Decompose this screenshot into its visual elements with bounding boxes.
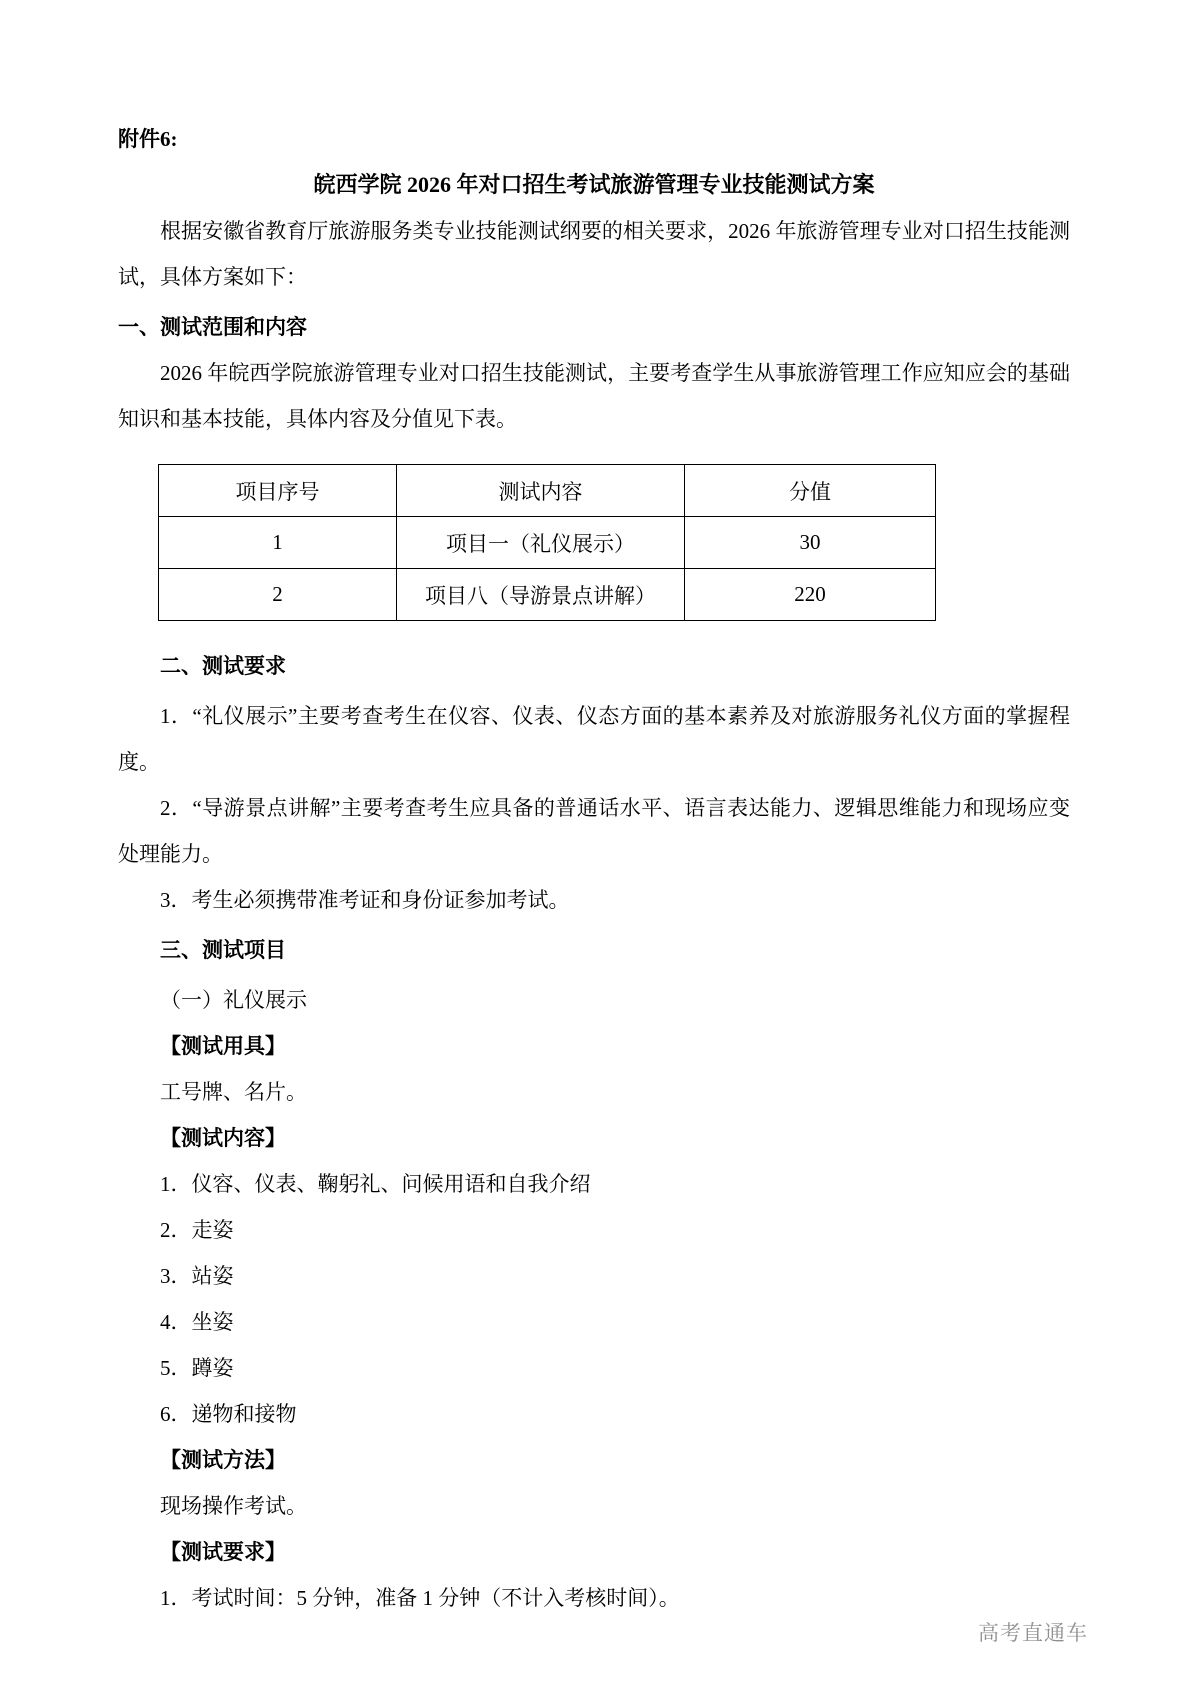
section2-item: 2．“导游景点讲解”主要考查考生应具备的普通话水平、语言表达能力、逻辑思维能力和现场应变处理能力。 xyxy=(118,796,1070,866)
table-cell-item-no: 2 xyxy=(159,569,397,621)
score-table-head xyxy=(159,465,936,517)
table-row xyxy=(159,517,936,569)
test-require-item: 1．考试时间：5 分钟，准备 1 分钟（不计入考核时间）。 xyxy=(160,1586,680,1610)
test-method-label: 【测试方法】 xyxy=(160,1448,286,1472)
table-header-item-no: 项目序号 xyxy=(159,465,397,517)
watermark: 高考直通车 xyxy=(978,1621,1088,1645)
document-title: 皖西学院 2026 年对口招生考试旅游管理专业技能测试方案 xyxy=(313,172,875,197)
test-content-item: 2．走姿 xyxy=(160,1218,234,1242)
section2-heading: 二、测试要求 xyxy=(160,654,286,678)
test-content-item: 3．站姿 xyxy=(160,1264,234,1288)
table-cell-content: 项目一（礼仪展示） xyxy=(397,517,685,569)
test-require-label: 【测试要求】 xyxy=(160,1540,286,1564)
section1-heading: 一、测试范围和内容 xyxy=(118,315,307,339)
table-header-content: 测试内容 xyxy=(397,465,685,517)
table-row xyxy=(159,569,936,621)
intro-paragraph: 根据安徽省教育厅旅游服务类专业技能测试纲要的相关要求，2026 年旅游管理专业对口招生技能测试，具体方案如下： xyxy=(118,219,1070,289)
section1-body: 2026 年皖西学院旅游管理专业对口招生技能测试，主要考查学生从事旅游管理工作应知应会的基础知识和基本技能，具体内容及分值见下表。 xyxy=(118,361,1070,431)
test-method-body: 现场操作考试。 xyxy=(160,1494,307,1518)
test-content-item: 6．递物和接物 xyxy=(160,1402,297,1426)
table-header-score: 分值 xyxy=(685,465,936,517)
section2-item: 1．“礼仪展示”主要考查考生在仪容、仪表、仪态方面的基本素养及对旅游服务礼仪方面的掌握程度。 xyxy=(118,704,1070,774)
test-content-label: 【测试内容】 xyxy=(160,1126,286,1150)
table-cell-content: 项目八（导游景点讲解） xyxy=(397,569,685,621)
test-tools-body: 工号牌、名片。 xyxy=(160,1080,307,1104)
test-content-item: 4．坐姿 xyxy=(160,1310,234,1334)
test-content-item: 1．仪容、仪表、鞠躬礼、问候用语和自我介绍 xyxy=(160,1172,591,1196)
score-table xyxy=(158,464,936,621)
attachment-label: 附件6: xyxy=(118,127,178,151)
table-header-row xyxy=(159,465,936,517)
test-tools-label: 【测试用具】 xyxy=(160,1034,286,1058)
table-cell-score: 30 xyxy=(685,517,936,569)
section3-heading: 三、测试项目 xyxy=(160,938,286,962)
table-cell-score: 220 xyxy=(685,569,936,621)
score-table-body xyxy=(159,517,936,621)
section2-item: 3．考生必须携带准考证和身份证参加考试。 xyxy=(160,888,570,912)
test-content-item: 5．蹲姿 xyxy=(160,1356,234,1380)
table-cell-item-no: 1 xyxy=(159,517,397,569)
section3-sub-heading: （一）礼仪展示 xyxy=(160,988,307,1012)
